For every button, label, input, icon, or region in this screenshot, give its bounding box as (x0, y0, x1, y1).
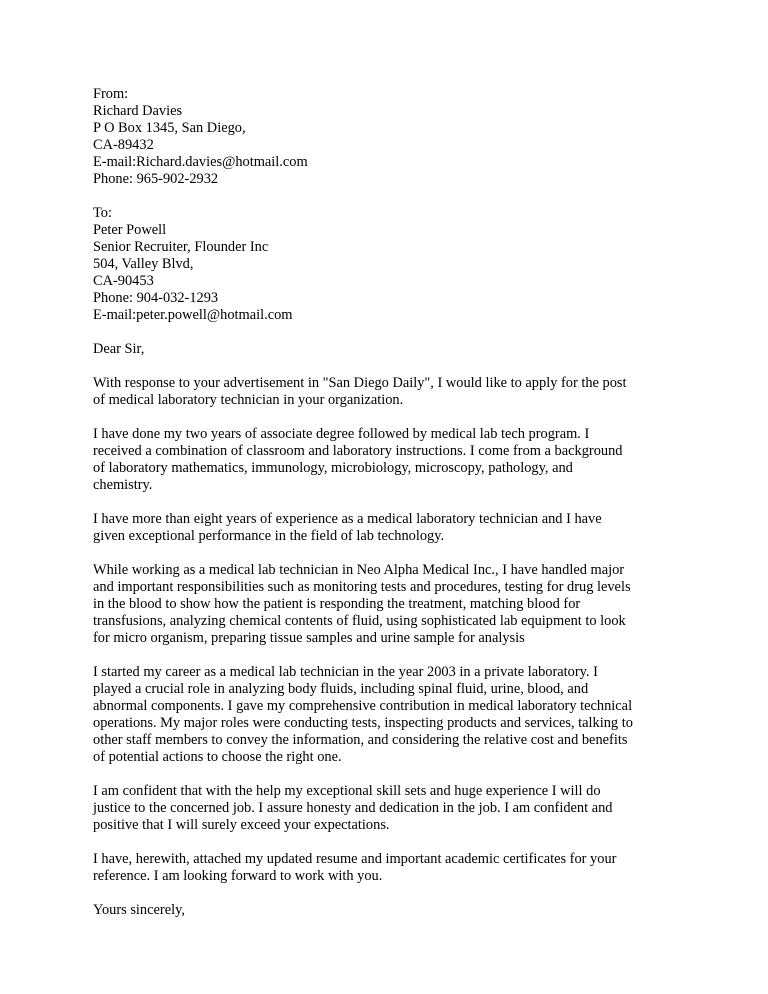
recipient-name: Peter Powell (93, 222, 167, 238)
recipient-address-line2: CA-90453 (93, 273, 154, 289)
paragraph-line: and important responsibilities such as monitoring tests and procedures, testing for drug levels (93, 579, 631, 595)
sender-email: E-mail:Richard.davies@hotmail.com (93, 154, 308, 170)
sender-address-line2: CA-89432 (93, 137, 154, 153)
paragraph-line: operations. My major roles were conducting tests, inspecting products and services, talking to (93, 715, 633, 731)
paragraph-line: justice to the concerned job. I assure honesty and dedication in the job. I am confident and (93, 800, 613, 816)
body-paragraph-2 (93, 426, 713, 494)
paragraph-line: positive that I will surely exceed your expectations. (93, 817, 390, 833)
recipient-block (93, 205, 713, 324)
paragraph-line: I have done my two years of associate degree followed by medical lab tech program. I (93, 426, 590, 442)
paragraph-line: of potential actions to choose the right one. (93, 749, 342, 765)
paragraph-line: played a crucial role in analyzing body fluids, including spinal fluid, urine, blood, and (93, 681, 589, 697)
recipient-phone: Phone: 904-032-1293 (93, 290, 219, 306)
sender-phone: Phone: 965-902-2932 (93, 171, 219, 187)
body-paragraph-1 (93, 375, 713, 409)
sender-label: From: (93, 86, 129, 102)
salutation: Dear Sir, (93, 341, 145, 357)
paragraph-line: I started my career as a medical lab technician in the year 2003 in a private laboratory. I (93, 664, 598, 680)
paragraph-line: reference. I am looking forward to work with you. (93, 868, 383, 884)
recipient-address-line1: 504, Valley Blvd, (93, 256, 194, 272)
sender-name: Richard Davies (93, 103, 183, 119)
paragraph-line: chemistry. (93, 477, 153, 493)
paragraph-line: received a combination of classroom and laboratory instructions. I come from a background (93, 443, 623, 459)
paragraph-line: While working as a medical lab technician in Neo Alpha Medical Inc., I have handled major (93, 562, 625, 578)
paragraph-line: With response to your advertisement in "San Diego Daily", I would like to apply for the post (93, 375, 627, 391)
body-paragraph-5 (93, 664, 713, 766)
paragraph-line: for micro organism, preparing tissue samples and urine sample for analysis (93, 630, 525, 646)
paragraph-line: I have, herewith, attached my updated resume and important academic certificates for your (93, 851, 617, 867)
closing: Yours sincerely, (93, 902, 185, 918)
paragraph-line: other staff members to convey the information, and considering the relative cost and benefits (93, 732, 628, 748)
paragraph-line: I am confident that with the help my exceptional skill sets and huge experience I will do (93, 783, 601, 799)
body-paragraph-6 (93, 783, 713, 834)
recipient-title: Senior Recruiter, Flounder Inc (93, 239, 269, 255)
paragraph-line: in the blood to show how the patient is responding the treatment, matching blood for (93, 596, 581, 612)
letter-page (93, 86, 713, 936)
paragraph-line: of laboratory mathematics, immunology, microbiology, microscopy, pathology, and (93, 460, 573, 476)
sender-address-line1: P O Box 1345, San Diego, (93, 120, 246, 136)
paragraph-line: abnormal components. I gave my comprehensive contribution in medical laboratory technical (93, 698, 633, 714)
paragraph-line: I have more than eight years of experience as a medical laboratory technician and I have (93, 511, 602, 527)
recipient-email: E-mail:peter.powell@hotmail.com (93, 307, 293, 323)
paragraph-line: of medical laboratory technician in your organization. (93, 392, 404, 408)
body-paragraph-3 (93, 511, 713, 545)
body-paragraph-4 (93, 562, 713, 647)
paragraph-line: given exceptional performance in the field of lab technology. (93, 528, 445, 544)
body-paragraph-7 (93, 851, 713, 885)
recipient-label: To: (93, 205, 112, 221)
sender-block (93, 86, 713, 188)
paragraph-line: transfusions, analyzing chemical contents of fluid, using sophisticated lab equipment to look (93, 613, 626, 629)
